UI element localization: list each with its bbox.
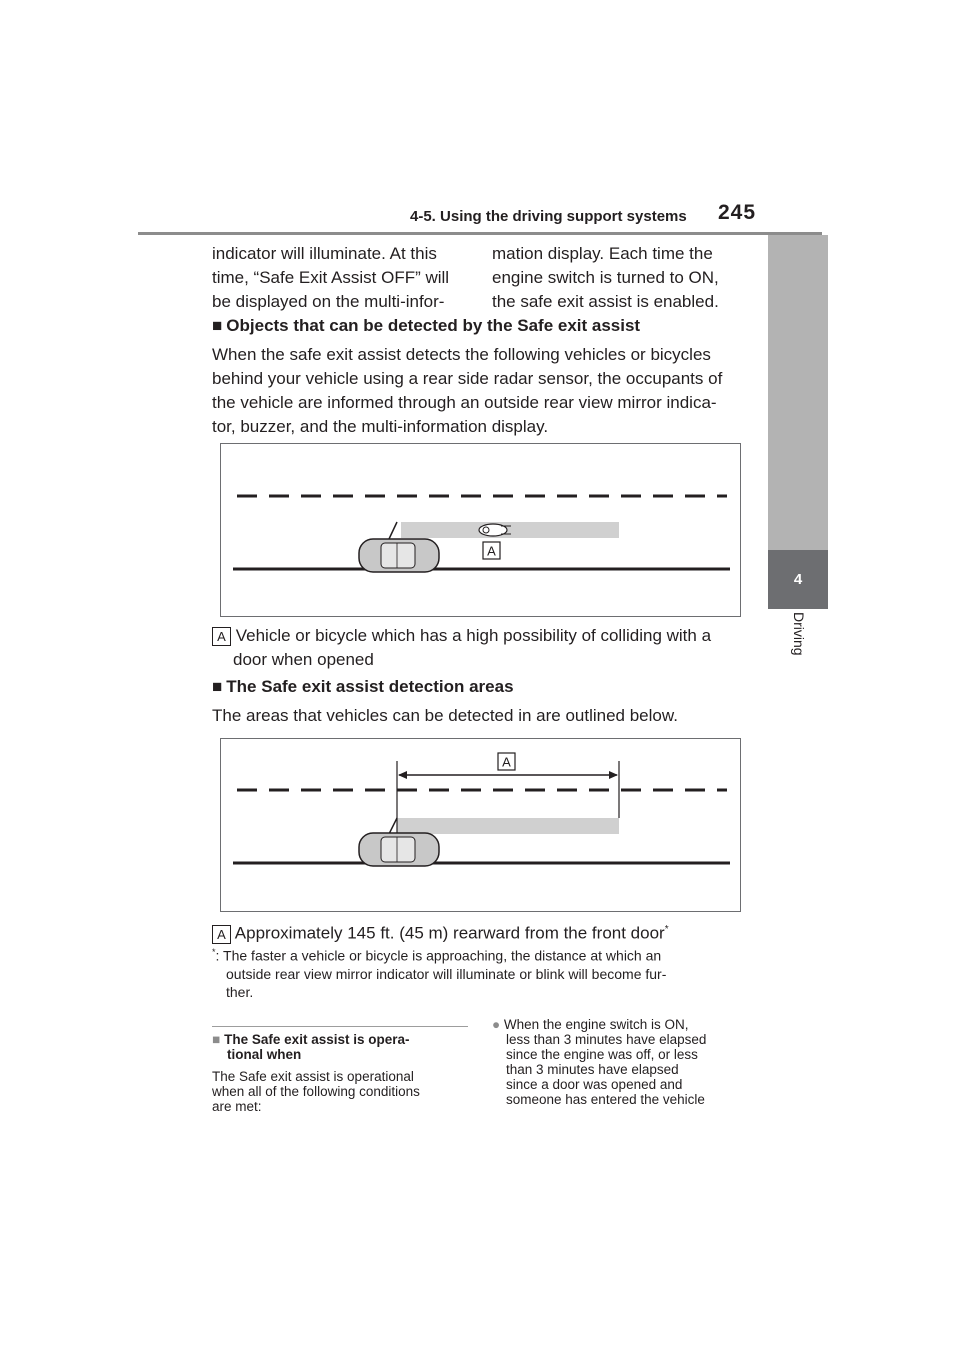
footnote-line: outside rear view mirror indicator will illuminate or blink will become fur-	[226, 965, 667, 982]
car-icon	[359, 833, 439, 866]
heading-text: Objects that can be detected by the Safe exit assist	[226, 316, 641, 335]
arrow-head-right	[609, 771, 618, 779]
figure-detection-area	[220, 738, 741, 912]
door-line	[389, 818, 397, 834]
page-number: 245	[718, 201, 757, 224]
footnote: *: The faster a vehicle or bicycle is approaching, the distance at which an outside rear view mirror indicator will illuminate or blink will become fur- ther.	[212, 943, 752, 1001]
intro-left-column	[212, 242, 477, 314]
section-heading-objects	[212, 316, 640, 336]
section1-body	[212, 343, 752, 439]
section-title: 4-5. Using the driving support systems	[410, 208, 687, 225]
caption-label-a: A	[212, 925, 231, 944]
caption-text: Vehicle or bicycle which has a high possibility of colliding with a	[235, 626, 712, 645]
side-tab-strip	[768, 235, 828, 550]
caption-text-cont: door when opened	[233, 650, 374, 669]
bicycle-icon	[479, 524, 511, 536]
text-line: someone has entered the vehicle	[506, 1092, 705, 1107]
footnote-mark: *	[212, 947, 216, 957]
text-line: mation display. Each time the	[492, 244, 713, 263]
figure-detected-objects	[220, 443, 741, 617]
figure-label-a	[483, 542, 500, 559]
text-line: The Safe exit assist is operational	[212, 1069, 414, 1084]
text-line: the vehicle are informed through an outside rear view mirror indica-	[212, 393, 717, 412]
text-line: since the engine was off, or less	[506, 1047, 698, 1062]
bottom-right-bullet	[492, 1017, 762, 1107]
text-line: tor, buzzer, and the multi-information display.	[212, 417, 549, 436]
text-line: engine switch is turned to ON,	[492, 268, 719, 287]
car-icon	[359, 539, 439, 572]
square-marker: ■	[212, 1032, 221, 1047]
bullet-icon: ●	[492, 1017, 501, 1032]
text-line: time, “Safe Exit Assist OFF” will	[212, 268, 450, 287]
text-line: indicator will illuminate. At this	[212, 244, 437, 263]
caption-1	[212, 624, 752, 672]
footnote-line: The faster a vehicle or bicycle is approaching, the distance at which an	[223, 947, 662, 964]
detection-zone	[397, 818, 619, 834]
bottom-left-rule	[212, 1026, 468, 1027]
header-rule	[138, 232, 822, 235]
bottom-left-body	[212, 1069, 472, 1114]
text-line: since a door was opened and	[506, 1077, 683, 1092]
bottom-left-heading	[212, 1032, 472, 1062]
arrow-head-left	[398, 771, 407, 779]
text-line: than 3 minutes have elapsed	[506, 1062, 679, 1077]
svg-text:A: A	[487, 543, 496, 559]
caption-footnote-ref: *	[664, 924, 669, 935]
text-line: the safe exit assist is enabled.	[492, 292, 719, 311]
caption-label-a: A	[212, 627, 231, 646]
figure-2-illustration	[221, 739, 740, 911]
figure-label-a	[498, 753, 515, 770]
caption-2	[212, 918, 752, 946]
text-line: When the engine switch is ON,	[503, 1017, 689, 1032]
text-line: less than 3 minutes have elapsed	[506, 1032, 707, 1047]
chapter-label	[791, 612, 807, 672]
chapter-label-text: Driving	[791, 612, 807, 656]
section2-body: The areas that vehicles can be detected in are outlined below.	[212, 706, 678, 725]
heading-text: The Safe exit assist detection areas	[226, 677, 514, 696]
detection-zone	[401, 522, 619, 538]
square-marker: ■	[212, 677, 223, 696]
heading-line: The Safe exit assist is opera-	[224, 1032, 410, 1047]
figure-1-illustration	[221, 444, 740, 616]
text-line: be displayed on the multi-infor-	[212, 292, 445, 311]
intro-right-column	[492, 242, 757, 314]
svg-text:A: A	[502, 754, 511, 770]
footnote-line: ther.	[226, 983, 254, 1000]
text-line: when all of the following conditions	[212, 1084, 420, 1099]
caption-text: Approximately 145 ft. (45 m) rearward from the front door	[234, 923, 665, 943]
heading-line: tional when	[227, 1047, 302, 1062]
text-line: behind your vehicle using a rear side radar sensor, the occupants of	[212, 369, 723, 388]
section-heading-areas	[212, 677, 514, 697]
door-line	[389, 522, 397, 539]
square-marker: ■	[212, 316, 223, 335]
chapter-number-tab: 4	[768, 550, 828, 609]
text-line: When the safe exit assist detects the following vehicles or bicycles	[212, 345, 711, 364]
text-line: are met:	[212, 1099, 262, 1114]
